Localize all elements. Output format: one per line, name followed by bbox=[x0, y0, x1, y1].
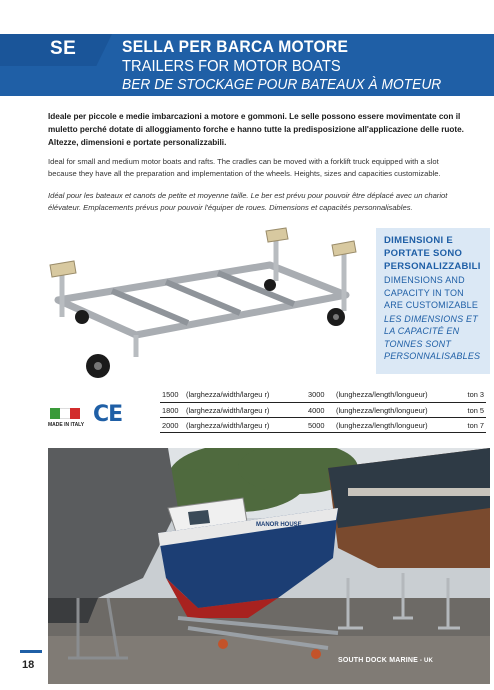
table-row bbox=[160, 417, 486, 432]
info-italian: DIMENSIONI E PORTATE SONO PERSONALIZZABILI bbox=[384, 235, 481, 272]
capacity-value: ton 5 bbox=[459, 402, 486, 417]
length-label: (lunghezza/length/longueur) bbox=[334, 387, 459, 402]
width-label: (larghezza/width/largeu r) bbox=[184, 417, 306, 432]
width-value: 2000 bbox=[160, 417, 184, 432]
table-row bbox=[160, 387, 486, 402]
wheel-3 bbox=[264, 279, 276, 291]
description-english: Ideal for small and medium motor boats and rafts. The cradles can be moved with a forklift truck equipped with a slot because they have all the preparation and implementation of the wheels. Heights, sizes and capacities customizable. bbox=[48, 157, 441, 178]
cross-beam-2 bbox=[166, 282, 240, 313]
page-number: 18 bbox=[22, 659, 35, 671]
title-french: BER DE STOCKAGE POUR BATEAUX À MOTEUR bbox=[122, 76, 442, 93]
capacity-value: ton 3 bbox=[459, 387, 486, 402]
cross-beam-1 bbox=[112, 291, 188, 323]
width-label: (larghezza/width/largeu r) bbox=[184, 402, 306, 417]
ce-mark-icon: CE bbox=[93, 402, 123, 427]
info-english: DIMENSIONS AND CAPACITY IN TON ARE CUSTOMIZABLE bbox=[384, 275, 479, 310]
specs-table bbox=[160, 387, 486, 433]
wheel-1 bbox=[75, 310, 89, 324]
width-value: 1500 bbox=[160, 387, 184, 402]
italian-flag-icon bbox=[50, 408, 80, 419]
photo-caption: SOUTH DOCK MARINE - UK bbox=[338, 657, 434, 664]
title-english: TRAILERS FOR MOTOR BOATS bbox=[122, 58, 341, 75]
pad-rear-left bbox=[266, 228, 288, 242]
length-label: (lunghezza/length/longueur) bbox=[334, 417, 459, 432]
capacity-value: ton 7 bbox=[459, 417, 486, 432]
description-italian: Ideale per piccole e medie imbarcazioni a motore e gommoni. Le selle possono essere movimentate con il muletto perché dotate di alloggiamento forche e hanno tutte la predisposizione all'applicazione delle ruote. Altezze, dimensioni e portate personalizzabili. bbox=[48, 112, 464, 147]
pad-front-left bbox=[50, 261, 76, 277]
description-french: Idéal pour les bateaux et canots de petite et moyenne taille. Le ber est prévu pour pouvoir être déplacé avec un chariot élévateur. Emplacements prévus pour pouvoir l'équiper de roues. Dimensions et capacités personnalisables. bbox=[48, 191, 448, 212]
boat-cradle-product-image bbox=[40, 225, 370, 385]
boatyard-photo bbox=[48, 448, 490, 684]
page-number-accent bbox=[20, 650, 42, 653]
title-italian: SELLA PER BARCA MOTORE bbox=[122, 37, 349, 56]
length-value: 5000 bbox=[306, 417, 334, 432]
table-row bbox=[160, 402, 486, 417]
customizable-info-box bbox=[376, 228, 490, 374]
right-hull bbox=[328, 448, 490, 568]
product-code: SE bbox=[50, 38, 77, 59]
length-label: (lunghezza/length/longueur) bbox=[334, 402, 459, 417]
boat-name: MANOR HOUSE bbox=[256, 522, 302, 528]
info-french: LES DIMENSIONS ET LA CAPACITÉ EN TONNES SONT PERSONNALISABLES bbox=[384, 313, 481, 361]
length-value: 3000 bbox=[306, 387, 334, 402]
width-label: (larghezza/width/largeu r) bbox=[184, 387, 306, 402]
made-in-italy-label: MADE IN ITALY bbox=[48, 422, 85, 428]
width-value: 1800 bbox=[160, 402, 184, 417]
cross-beam-3 bbox=[218, 273, 294, 304]
length-value: 4000 bbox=[306, 402, 334, 417]
pad-rear-right bbox=[332, 241, 356, 256]
